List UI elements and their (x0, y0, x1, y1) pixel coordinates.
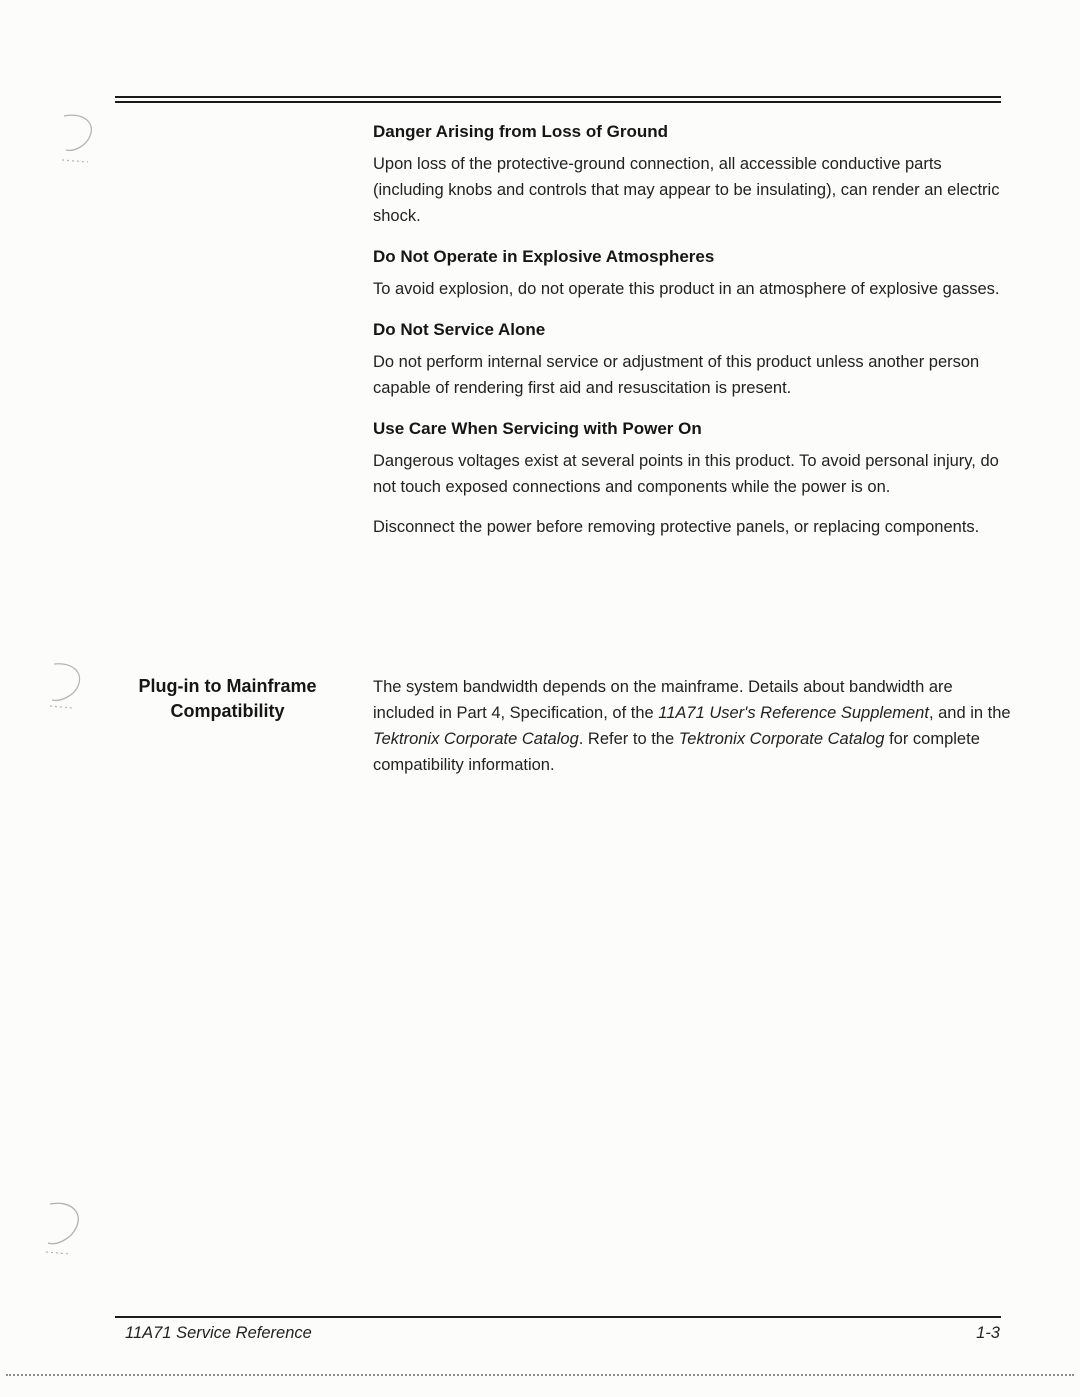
section-paragraph: Disconnect the power before removing protective panels, or replacing components. (373, 518, 980, 536)
margin-heading-line1: Plug-in to Mainframe (138, 676, 317, 696)
section-power-on (373, 419, 1013, 540)
main-content (373, 122, 1013, 558)
section-heading: Do Not Operate in Explosive Atmospheres (373, 247, 715, 266)
section-service-alone (373, 320, 1013, 401)
section-heading: Danger Arising from Loss of Ground (373, 122, 668, 141)
section-paragraph: Upon loss of the protective-ground connection, all accessible conductive parts (including knobs and controls that may appear to be insulating), can render an electric shock. (373, 155, 1000, 225)
compat-italic-title: 11A71 User's Reference Supplement (658, 704, 929, 722)
section-paragraph: Dangerous voltages exist at several points in this product. To avoid personal injury, do not touch exposed connections and components while the power is on. (373, 452, 999, 496)
section-heading: Do Not Service Alone (373, 320, 546, 339)
section-paragraph: Do not perform internal service or adjustment of this product unless another person capable of rendering first aid and resuscitation is present. (373, 353, 980, 397)
footer-rule (115, 1316, 1001, 1318)
bottom-dotted-line (6, 1374, 1074, 1376)
footer-document-title: 11A71 Service Reference (125, 1324, 312, 1342)
margin-heading-line2: Compatibility (170, 701, 285, 721)
scan-artifact (46, 660, 92, 712)
margin-heading-plug-in-compatibility (120, 674, 335, 724)
top-rule (115, 96, 1001, 103)
section-paragraph: To avoid explosion, do not operate this product in an atmosphere of explosive gasses. (373, 280, 1000, 298)
section-danger-ground (373, 122, 1013, 229)
compat-italic-title: Tektronix Corporate Catalog (373, 730, 579, 748)
section-explosive-atmospheres (373, 247, 1013, 302)
compatibility-section (373, 674, 1013, 792)
section-heading: Use Care When Servicing with Power On (373, 419, 702, 438)
footer-page-number: 1-3 (976, 1324, 1000, 1342)
scan-artifact (58, 112, 104, 168)
compat-text-segment: , and in the (928, 704, 1011, 722)
compat-text-segment: The system bandwidth depends on the mainframe. Details about bandwidth are included in Part 4, Specification, of the (373, 678, 953, 722)
compat-text-segment: . Refer to the (578, 730, 679, 748)
compat-text-segment: for complete compatibility information. (373, 730, 980, 774)
compat-italic-title: Tektronix Corporate Catalog (678, 730, 885, 748)
compatibility-paragraph (373, 674, 1013, 778)
scan-artifact (42, 1198, 92, 1258)
